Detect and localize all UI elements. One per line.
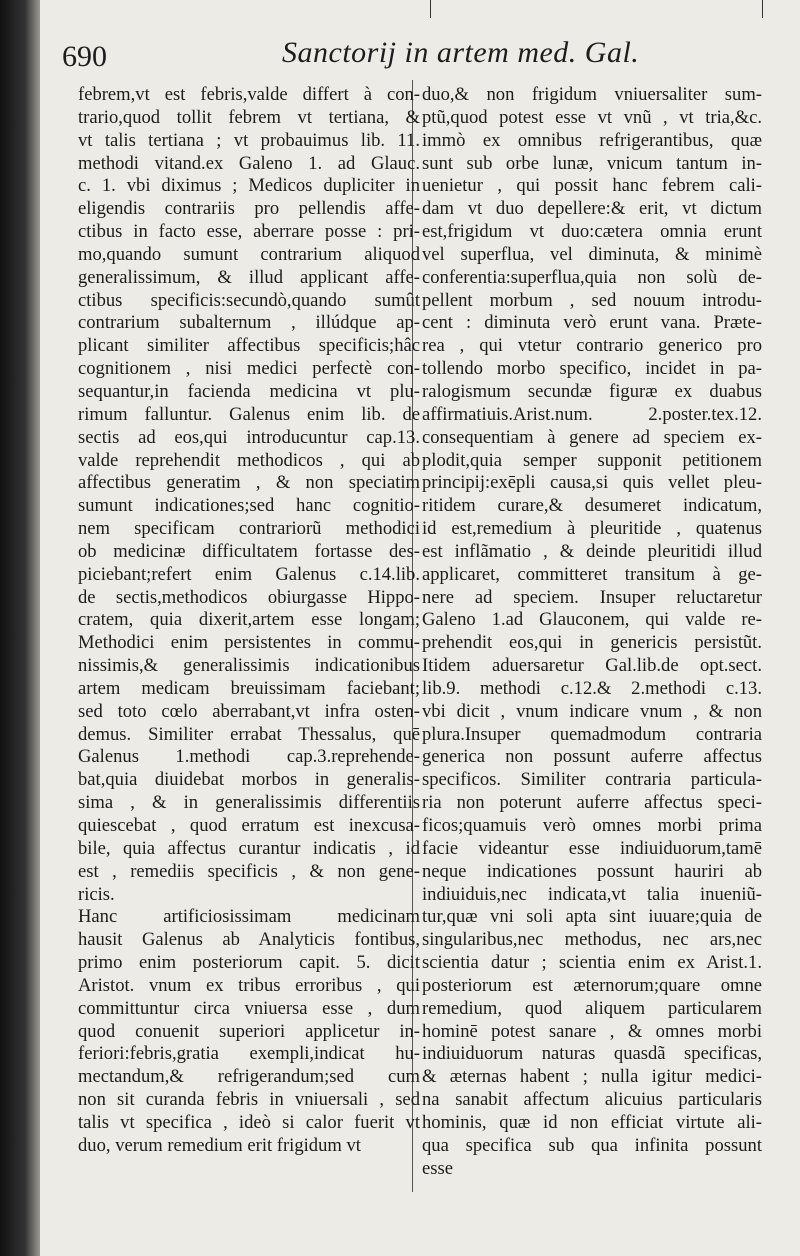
text-line: generica non possunt auferre affectus bbox=[422, 746, 762, 768]
text-line: esse bbox=[422, 1157, 453, 1179]
text-line: cent : diminuta verò erunt vana. Præte- bbox=[422, 312, 762, 334]
text-line: piciebant;refert enim Galenus c.14.lib. bbox=[78, 563, 420, 585]
text-line: non sit curanda febris in vniuersali , sed bbox=[78, 1089, 420, 1111]
text-line: duo, verum remedium erit frigidum vt bbox=[78, 1134, 361, 1156]
text-line: tur,quæ vni soli apta sint iuuare;quia de bbox=[422, 906, 762, 928]
text-line: primo enim posteriorum capit. 5. dicit bbox=[78, 952, 420, 974]
text-line: singularibus,nec methodus, nec ars,nec bbox=[422, 929, 762, 951]
text-line: indiuiduorum naturas quasdã specificas, bbox=[422, 1043, 762, 1065]
text-line: methodi vitand.ex Galeno 1. ad Glauc. bbox=[78, 152, 420, 174]
text-line: est inflãmatio , & deinde pleuritidi illud bbox=[422, 540, 762, 562]
text-line: vel superflua, vel diminuta, & minimè bbox=[422, 243, 762, 265]
text-line: ob medicinæ difficultatem fortasse des- bbox=[78, 540, 420, 562]
text-line: contrarium subalternum , illúdque ap- bbox=[78, 312, 420, 334]
text-line: quod conuenit superiori applicetur in- bbox=[78, 1020, 420, 1042]
text-line: Hanc artificiosissimam medicinam bbox=[78, 906, 420, 928]
text-line: vbi dicit , vnum indicare vnum , & non bbox=[422, 700, 762, 722]
text-line: applicaret, committeret transitum à ge- bbox=[422, 563, 762, 585]
book-page bbox=[40, 0, 800, 1256]
text-line: valde reprehendit methodicos , qui ab bbox=[78, 449, 420, 471]
text-line: lib.9. methodi c.12.& 2.methodi c.13. bbox=[422, 677, 762, 699]
text-line: quiescebat , quod erratum est inexcusa- bbox=[78, 815, 420, 836]
text-line: demus. Similiter errabat Thessalus, quē bbox=[78, 723, 420, 745]
text-line: scientia datur ; scientia enim ex Arist.1. bbox=[422, 952, 762, 974]
text-line: sectis ad eos,qui introducuntur cap.13. bbox=[78, 426, 420, 448]
text-line: committuntur circa vniuersa esse , dum bbox=[78, 997, 420, 1019]
text-line: ricis. bbox=[78, 883, 115, 905]
text-line: duo,& non frigidum vniuersaliter sum- bbox=[422, 84, 762, 105]
text-line: Methodici enim persistentes in commu- bbox=[78, 632, 420, 654]
text-line: consequentiam à genere ad speciem ex- bbox=[422, 426, 762, 448]
text-line: Itidem aduersaretur Gal.lib.de opt.sect. bbox=[422, 655, 762, 677]
text-line: bat,quia diuidebat morbos in generalis- bbox=[78, 769, 420, 791]
text-line: conferentia:superflua,quia non solù de- bbox=[422, 266, 762, 288]
text-line: qua specifica sub qua infinita possunt bbox=[422, 1134, 762, 1156]
text-line: immò ex omnibus refrigerantibus, quæ bbox=[422, 129, 762, 151]
text-line: mectandum,& refrigerandum;sed cum bbox=[78, 1066, 420, 1088]
crop-mark bbox=[430, 0, 431, 18]
text-line: affirmatiuis.Arist.num. 2.poster.tex.12. bbox=[422, 403, 762, 425]
text-line: principij:exēpli causa,si quis vellet pleu- bbox=[422, 472, 762, 494]
text-line: cognitionem , nisi medici perfectè con- bbox=[78, 358, 420, 380]
text-line: sima , & in generalissimis differentiis bbox=[78, 792, 420, 814]
page-header bbox=[62, 36, 762, 76]
text-line: plodit,quia semper supponit petitionem bbox=[422, 449, 762, 471]
text-line: febrem,vt est febris,valde differt à con- bbox=[78, 84, 420, 105]
book-gutter-edge bbox=[0, 0, 40, 1256]
page-number: 690 bbox=[62, 40, 107, 73]
crop-mark bbox=[762, 0, 763, 18]
text-line: est , remediis specificis , & non gene- bbox=[78, 860, 420, 882]
text-line: posteriorum est æternorum;quare omne bbox=[422, 974, 762, 996]
text-line: sed toto cœlo aberrabant,vt infra osten- bbox=[78, 700, 420, 722]
text-line: prehendit eos,qui in genericis persistũt. bbox=[422, 632, 762, 654]
text-line: generalissimum, & illud applicant affe- bbox=[78, 266, 420, 288]
text-line: affectibus generatim , & non speciatim bbox=[78, 472, 420, 494]
right-text-column bbox=[422, 84, 762, 1181]
text-line: est,frigidum vt duo:cætera omnia erunt bbox=[422, 221, 762, 243]
text-line: mo,quando sumunt contrarium aliquod bbox=[78, 243, 420, 265]
text-line: hominis, quæ id non efficiat virtute ali- bbox=[422, 1111, 762, 1133]
text-line: hominē potest sanare , & omnes morbi bbox=[422, 1020, 762, 1042]
text-line: eligendis contrariis pro pellendis affe- bbox=[78, 198, 420, 220]
text-line: sumunt indicationes;sed hanc cognitio- bbox=[78, 495, 420, 517]
text-line: rimum falluntur. Galenus enim lib. de bbox=[78, 403, 420, 425]
text-line: indiuiduis,nec indicata,vt talia inueniũ- bbox=[422, 883, 762, 905]
text-line: tollendo morbo specifico, incidet in pa- bbox=[422, 358, 762, 380]
text-line: trario,quod tollit febrem vt tertiana, & bbox=[78, 106, 420, 128]
text-line: artem medicam breuissimam faciebant; bbox=[78, 677, 420, 699]
text-line: ficos;quamuis verò omnes morbi prima bbox=[422, 815, 762, 836]
text-line: ctibus in facto esse, aberrare posse : pri- bbox=[78, 221, 420, 243]
text-line: pellent morbum , sed nouum introdu- bbox=[422, 289, 762, 311]
text-line: feriori:febris,gratia exempli,indicat hu- bbox=[78, 1043, 420, 1065]
text-line: ptũ,quod potest esse vt vnũ , vt tria,&c. bbox=[422, 106, 762, 128]
text-line: plura.Insuper quemadmodum contraria bbox=[422, 723, 762, 745]
text-line: na sanabit affectum alicuius particularis bbox=[422, 1089, 762, 1111]
text-line: nere ad speciem. Insuper reluctaretur bbox=[422, 586, 762, 608]
text-line: remedium, quod aliquem particularem bbox=[422, 997, 762, 1019]
text-line: uenietur , qui possit hanc febrem cali- bbox=[422, 175, 762, 197]
text-line: rea , qui vtetur contrario generico pro bbox=[422, 335, 762, 357]
text-line: sunt sub orbe lunæ, vnicum tantum in- bbox=[422, 152, 762, 174]
text-line: ritidem curare,& desumeret indicatum, bbox=[422, 495, 762, 517]
text-line: ralogismum secundæ figuræ ex duabus bbox=[422, 380, 762, 402]
text-line: de sectis,methodicos obiurgasse Hippo- bbox=[78, 586, 420, 608]
text-line: sequantur,in facienda medicina vt plu- bbox=[78, 380, 420, 402]
text-line: Galeno 1.ad Glauconem, qui valde re- bbox=[422, 609, 762, 631]
text-line: talis vt specifica , ideò si calor fuerit vt bbox=[78, 1111, 420, 1133]
text-line: vt talis tertiana ; vt probauimus lib. 11. bbox=[78, 129, 420, 151]
text-line: nem specificam contrariorũ methodici bbox=[78, 518, 420, 540]
left-text-column bbox=[78, 84, 420, 1158]
text-line: plicant similiter affectibus specificis;hâc bbox=[78, 335, 420, 357]
text-line: ctibus specificis:secundò,quando sumût bbox=[78, 289, 420, 311]
text-line: c. 1. vbi diximus ; Medicos dupliciter in bbox=[78, 175, 420, 197]
text-line: dam vt duo depellere:& erit, vt dictum bbox=[422, 198, 762, 220]
running-title: Sanctorij in artem med. Gal. bbox=[282, 36, 640, 69]
text-line: bile, quia affectus curantur indicatis , id bbox=[78, 837, 420, 859]
text-line: cratem, quia dixerit,artem esse longam; bbox=[78, 609, 420, 631]
text-line: specificos. Similiter contraria particula- bbox=[422, 769, 762, 791]
text-line: facie videantur esse indiuiduorum,tamē bbox=[422, 837, 762, 859]
text-line: hausit Galenus ab Analyticis fontibus, bbox=[78, 929, 420, 951]
text-line: Aristot. vnum ex tribus erroribus , qui bbox=[78, 974, 420, 996]
text-line: nissimis,& generalissimis indicationibus bbox=[78, 655, 420, 677]
text-line: ria non poterunt auferre affectus speci- bbox=[422, 792, 762, 814]
text-line: Galenus 1.methodi cap.3.reprehende- bbox=[78, 746, 420, 768]
text-line: & æternas habent ; nulla igitur medici- bbox=[422, 1066, 762, 1088]
text-line: neque indicationes possunt hauriri ab bbox=[422, 860, 762, 882]
text-line: id est,remedium à pleuritide , quatenus bbox=[422, 518, 762, 540]
